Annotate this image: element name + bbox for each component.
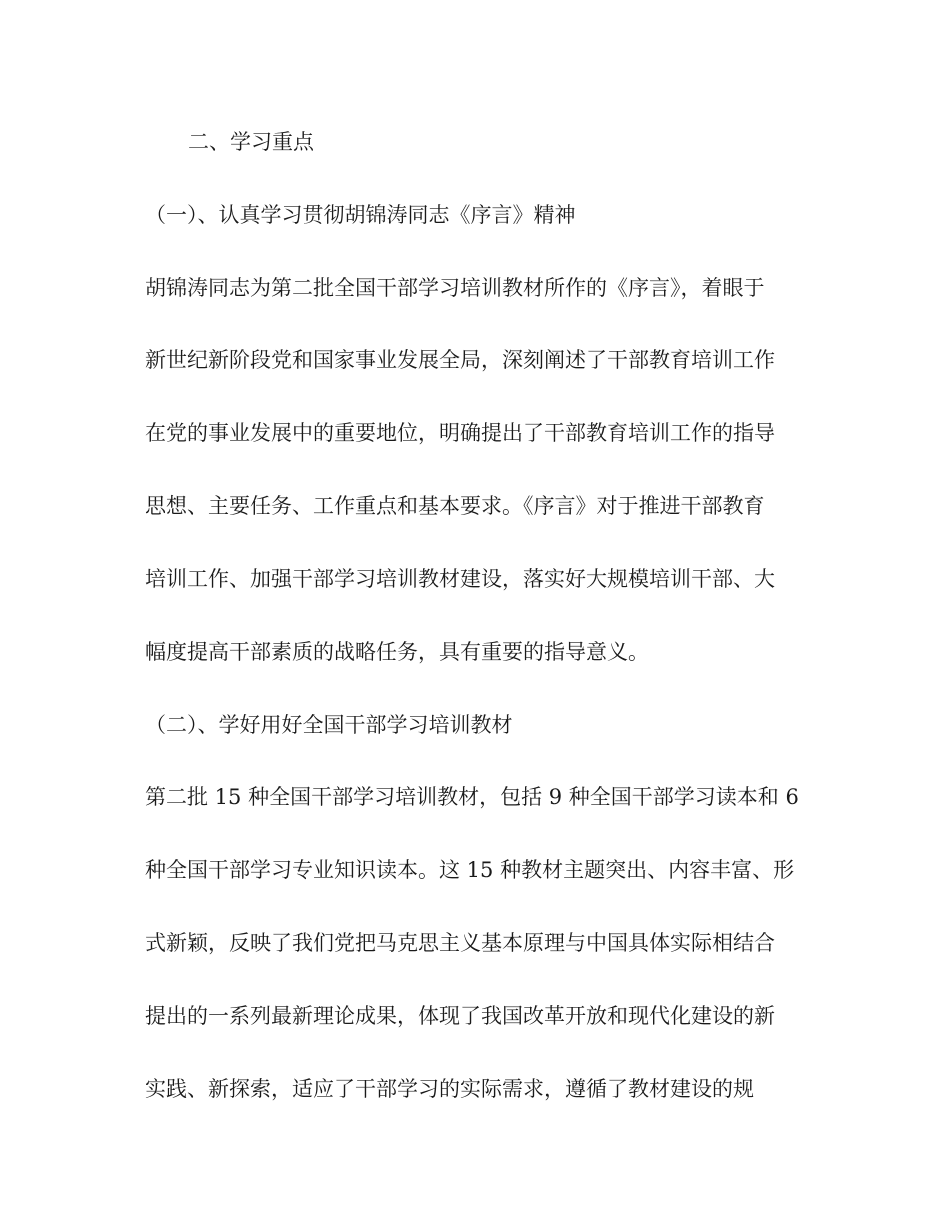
- paragraph-line: 新世纪新阶段党和国家事业发展全局，深刻阐述了干部教育培训工作: [145, 348, 775, 372]
- paragraph-line: 第二批 15 种全国干部学习培训教材，包括 9 种全国干部学习读本和 6: [145, 785, 799, 809]
- section-heading: 二、学习重点: [188, 130, 314, 154]
- paragraph-line: 思想、主要任务、工作重点和基本要求。《序言》对于推进干部教育: [145, 494, 765, 518]
- paragraph-line: 培训工作、加强干部学习培训教材建设，落实好大规模培训干部、大: [145, 567, 775, 591]
- subsection-title-1: （一）、认真学习贯彻胡锦涛同志《序言》精神: [145, 203, 576, 227]
- paragraph-line: 式新颖，反映了我们党把马克思主义基本原理与中国具体实际相结合: [145, 931, 775, 955]
- subsection-title-2: （二）、学好用好全国干部学习培训教材: [145, 713, 513, 737]
- paragraph-line: 实践、新探索，适应了干部学习的实际需求，遵循了教材建设的规: [145, 1077, 754, 1101]
- paragraph-line: 在党的事业发展中的重要地位，明确提出了干部教育培训工作的指导: [145, 421, 775, 445]
- paragraph-line: 幅度提高干部素质的战略任务，具有重要的指导意义。: [145, 640, 649, 664]
- paragraph-line: 胡锦涛同志为第二批全国干部学习培训教材所作的《序言》，着眼于: [145, 276, 765, 300]
- paragraph-line: 提出的一系列最新理论成果，体现了我国改革开放和现代化建设的新: [145, 1004, 775, 1028]
- paragraph-line: 种全国干部学习专业知识读本。这 15 种教材主题突出、内容丰富、形: [145, 858, 795, 882]
